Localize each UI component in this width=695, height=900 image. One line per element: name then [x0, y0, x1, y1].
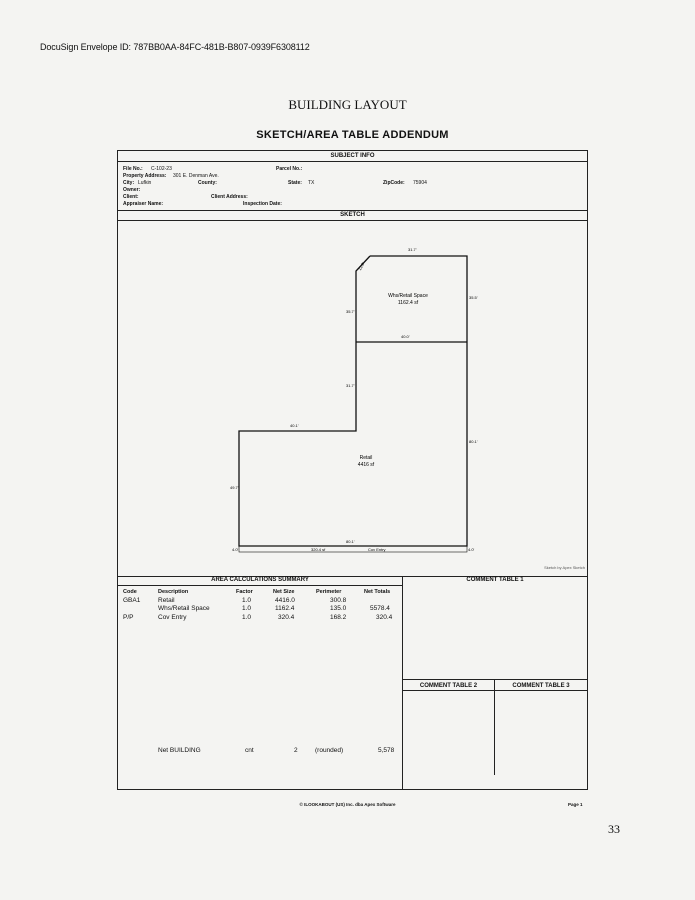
dim-mid: 40.0' — [401, 334, 410, 339]
col-factor: Factor — [236, 589, 253, 595]
state-value: TX — [308, 180, 315, 186]
comment-table-1-header: COMMENT TABLE 1 — [466, 577, 524, 583]
dim-right: 80.1' — [469, 439, 478, 444]
divider — [118, 585, 402, 586]
building-outline — [239, 256, 467, 546]
address-value: 301 E. Denman Ave. — [173, 173, 219, 179]
table-row-desc: Whs/Retail Space — [158, 605, 210, 612]
col-perimeter: Perimeter — [316, 589, 342, 595]
upper-area-name: Whs/Retail Space — [388, 293, 428, 299]
table-row-size: 320.4 — [278, 614, 295, 621]
divider — [118, 210, 587, 211]
net-building-label: Net BUILDING — [158, 747, 201, 754]
address-label: Property Address: — [123, 173, 167, 179]
table-row-total: 5578.4 — [370, 605, 390, 612]
area-summary-header: AREA CALCULATIONS SUMMARY — [211, 577, 309, 583]
dim-small-left: 4.0' — [232, 547, 239, 552]
cov-entry-outline — [239, 546, 467, 552]
page-subtitle: SKETCH/AREA TABLE ADDENDUM — [256, 129, 449, 141]
zip-value: 75904 — [413, 180, 427, 186]
table-row-desc: Cov Entry — [158, 614, 187, 621]
comment-table-3-header: COMMENT TABLE 3 — [512, 683, 570, 689]
table-row-perim: 135.0 — [330, 605, 347, 612]
docusign-envelope-id: DocuSign Envelope ID: 787BB0AA-84FC-481B-B807-0939F6308112 — [40, 42, 310, 52]
footer-page-label: Page 1 — [568, 802, 583, 807]
dim-upper-left: 35.7' — [346, 309, 355, 314]
net-building-total: 5,578 — [378, 747, 395, 754]
net-building-unit: cnt — [245, 747, 254, 754]
divider — [118, 161, 587, 162]
table-row-size: 4416.0 — [275, 597, 295, 604]
table-row-factor: 1.0 — [242, 597, 252, 604]
file-no-value: C-102-23 — [151, 166, 172, 172]
lower-area-name: Retail — [359, 455, 373, 461]
comment-tables-panel — [403, 576, 587, 790]
sketch-credit: Sketch by Apex Sketch — [544, 565, 585, 570]
net-building-rounded: (rounded) — [315, 747, 344, 754]
table-row-factor: 1.0 — [242, 614, 252, 621]
dim-left: 49.7' — [230, 485, 239, 490]
table-row-size: 1162.4 — [275, 605, 295, 612]
dim-small-right: 4.0' — [468, 547, 475, 552]
net-building-count: 2 — [294, 747, 298, 754]
dim-cov-area: 320.4 sf — [311, 547, 326, 552]
state-label: State: — [288, 180, 302, 186]
file-no-label: File No.: — [123, 166, 143, 172]
county-label: County: — [198, 180, 217, 186]
appraiser-label: Appraiser Name: — [123, 201, 164, 207]
addendum-form — [117, 150, 588, 790]
footer-copyright: © ILOOKABOUT (US) Inc. dba Apex Software — [299, 802, 396, 807]
col-description: Description — [158, 589, 189, 595]
table-row-code: GBA1 — [123, 597, 141, 604]
page-number: 33 — [608, 822, 620, 836]
table-row-code: P/P — [123, 614, 134, 621]
dim-upper-right: 35.5' — [469, 295, 478, 300]
dim-diag: 12.8' — [357, 261, 366, 272]
client-label: Client: — [123, 194, 139, 200]
inspection-date-label: Inspection Date: — [243, 201, 282, 207]
floor-plan-sketch — [118, 221, 587, 577]
comment-table-2-header: COMMENT TABLE 2 — [419, 683, 478, 689]
zip-label: ZipCode: — [383, 180, 405, 186]
table-row-desc: Retail — [158, 597, 175, 604]
page-title: BUILDING LAYOUT — [288, 97, 407, 112]
client-address-label: Client Address: — [211, 194, 248, 200]
dim-left-riser: 31.7' — [346, 383, 355, 388]
col-code: Code — [123, 589, 137, 595]
city-label: City: — [123, 180, 135, 186]
subject-info-header: SUBJECT INFO — [330, 153, 375, 159]
table-row-total: 320.4 — [376, 614, 393, 621]
area-summary-panel — [118, 576, 403, 790]
comment-column-divider — [494, 679, 495, 775]
dim-cov-label: Cov Entry — [368, 547, 386, 552]
dim-top: 31.7' — [408, 247, 417, 252]
lower-area-size: 4416 sf — [357, 462, 375, 468]
table-row-perim: 168.2 — [330, 614, 347, 621]
col-net-totals: Net Totals — [364, 589, 391, 595]
divider — [403, 679, 587, 680]
table-row-factor: 1.0 — [242, 605, 252, 612]
city-value: Lufkin — [138, 180, 152, 186]
parcel-no-label: Parcel No.: — [276, 166, 303, 172]
owner-label: Owner: — [123, 187, 141, 193]
dim-step: 40.1' — [290, 423, 299, 428]
col-net-size: Net Size — [273, 589, 295, 595]
divider — [403, 690, 587, 691]
upper-area-size: 1162.4 sf — [397, 300, 419, 306]
dim-bottom: 80.1' — [346, 539, 355, 544]
table-row-perim: 300.8 — [330, 597, 347, 604]
sketch-header: SKETCH — [340, 212, 365, 218]
